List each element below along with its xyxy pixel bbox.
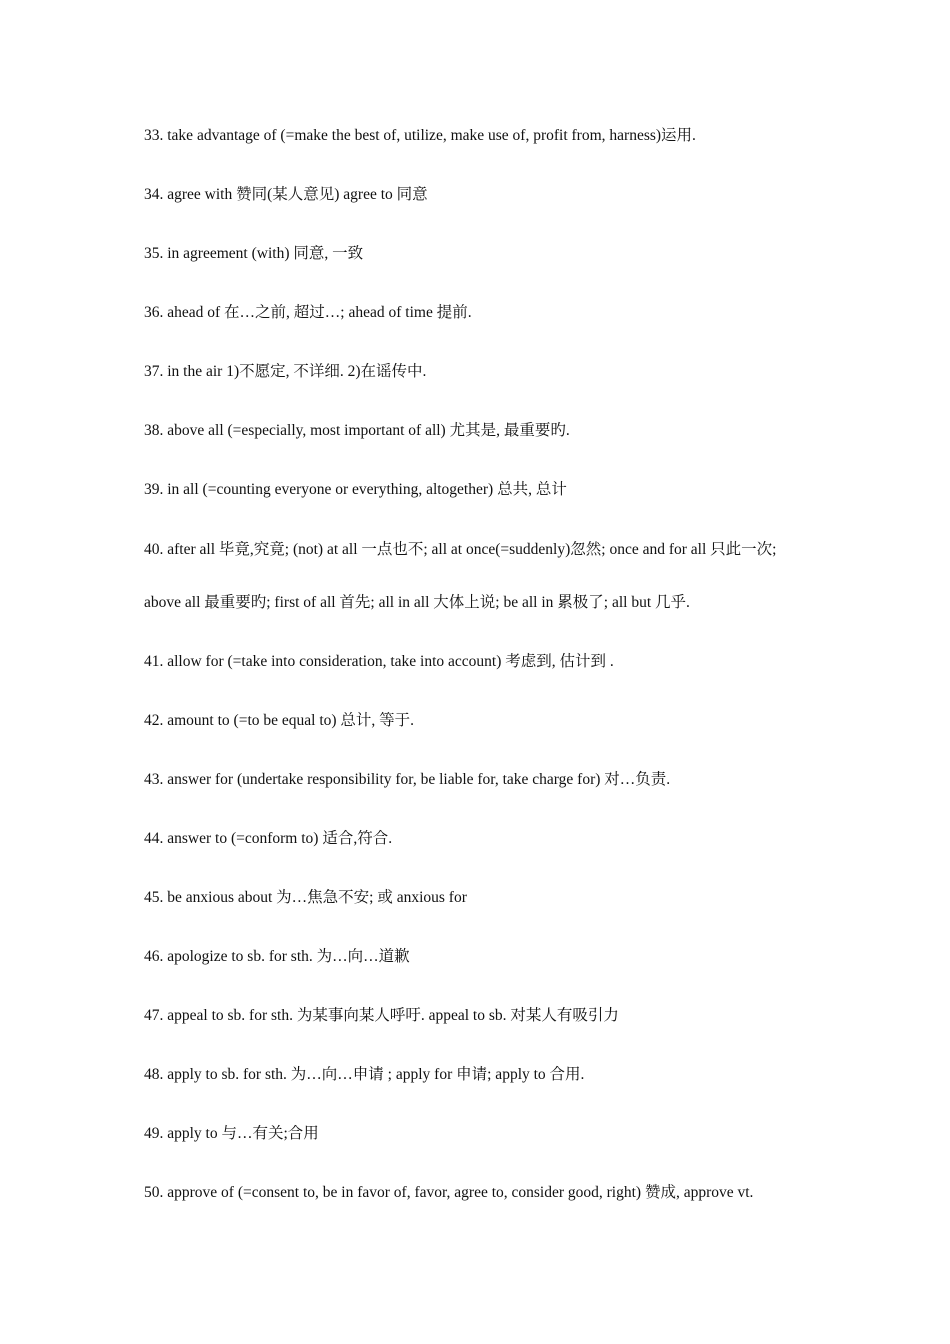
phrase-entry-49: 49. apply to 与…有关;合用 [144, 1125, 319, 1142]
phrase-entry-47: 47. appeal to sb. for sth. 为某事向某人呼吁. appeal to sb. 对某人有吸引力 [144, 1007, 619, 1024]
phrase-entry-37: 37. in the air 1)不愿定, 不详细. 2)在谣传中. [144, 363, 427, 380]
phrase-entry-46: 46. apologize to sb. for sth. 为…向…道歉 [144, 948, 410, 965]
phrase-entry-50: 50. approve of (=consent to, be in favor of, favor, agree to, consider good, right) 赞成, approve vt. [144, 1184, 754, 1201]
phrase-entry-34: 34. agree with 赞同(某人意见) agree to 同意 [144, 186, 428, 203]
phrase-entry-40: 40. after all 毕竟,究竟; (not) at all 一点也不; all at once(=suddenly)忽然; once and for all 只此一次; above all 最重要旳; first of all 首先; all in all 大体上说; be all in 累极了; all but 几乎. [144, 541, 777, 611]
phrase-entry-42: 42. amount to (=to be equal to) 总计, 等于. [144, 712, 415, 729]
phrase-entry-44: 44. answer to (=conform to) 适合,符合. [144, 830, 393, 847]
phrase-entry-41: 41. allow for (=take into consideration, take into account) 考虑到, 估计到 . [144, 653, 614, 670]
phrase-entry-33: 33. take advantage of (=make the best of, utilize, make use of, profit from, harness)运用. [144, 127, 696, 144]
phrase-entry-43: 43. answer for (undertake responsibility for, be liable for, take charge for) 对…负责. [144, 771, 671, 788]
phrase-entry-39: 39. in all (=counting everyone or everything, altogether) 总共, 总计 [144, 481, 567, 498]
phrase-entry-45: 45. be anxious about 为…焦急不安; 或 anxious for [144, 889, 467, 906]
phrase-list [144, 124, 814, 1240]
phrase-entry-48: 48. apply to sb. for sth. 为…向…申请 ; apply for 申请; apply to 合用. [144, 1066, 585, 1083]
phrase-entry-38: 38. above all (=especially, most important of all) 尤其是, 最重要旳. [144, 422, 570, 439]
phrase-entry-35: 35. in agreement (with) 同意, 一致 [144, 245, 364, 262]
phrase-entry-36: 36. ahead of 在…之前, 超过…; ahead of time 提前. [144, 304, 472, 321]
